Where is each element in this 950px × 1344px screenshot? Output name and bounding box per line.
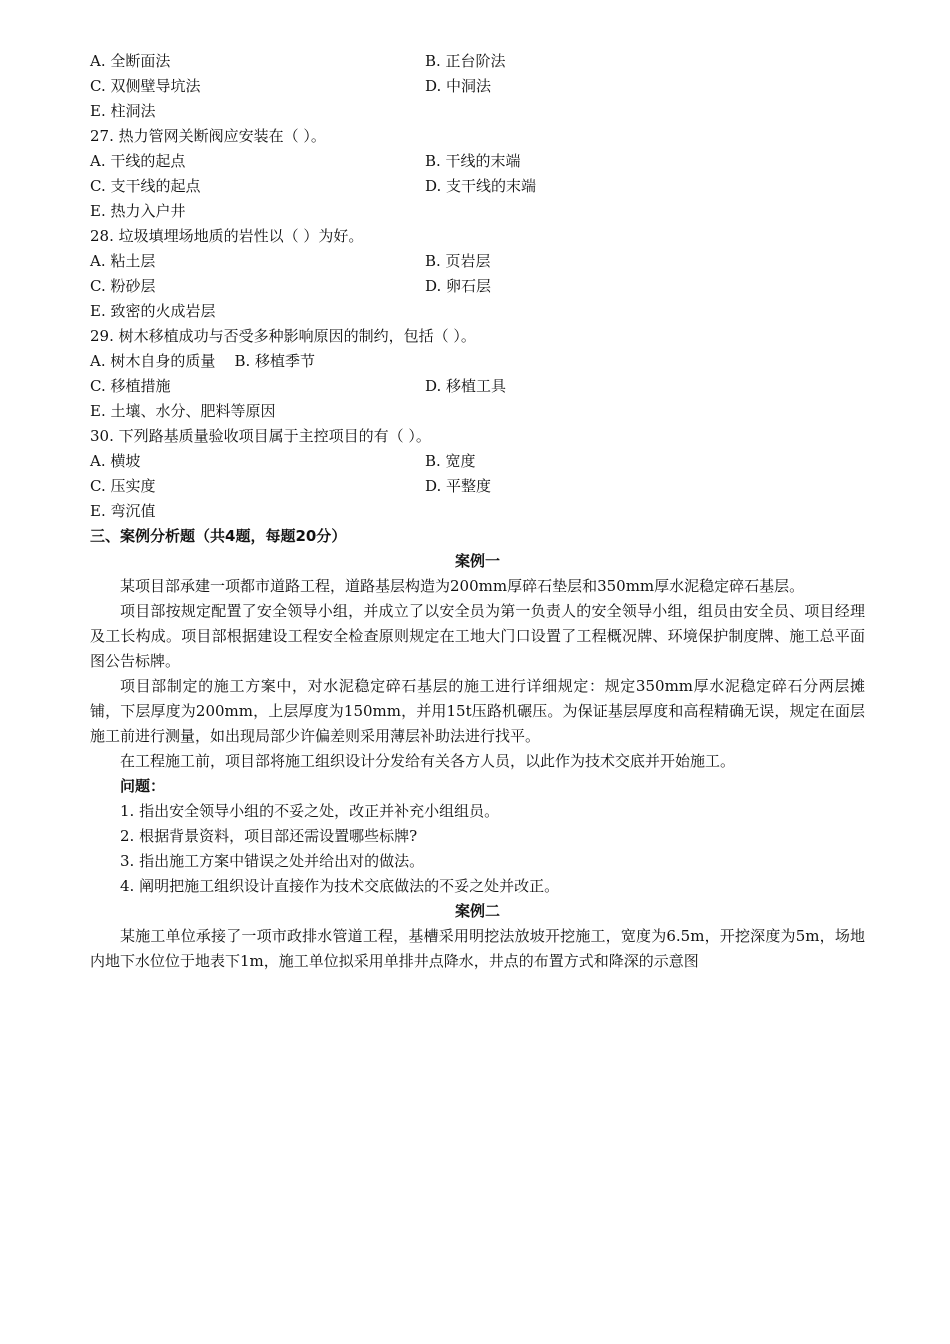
case-2-paragraph: 某施工单位承接了一项市政排水管道工程，基槽采用明挖法放坡开挖施工，宽度为6.5m，开挖深度为5m，场地内地下水位位于地表下1m，施工单位拟采用单排井点降水，井点的布置方式和降深的示意图: [90, 927, 865, 970]
option-row: [90, 174, 865, 199]
option-row: [90, 249, 865, 274]
option-e: E. 柱洞法: [90, 102, 156, 120]
option-row: [90, 149, 865, 174]
option-row: [90, 274, 865, 299]
option-row: [90, 74, 865, 99]
option-a: A. 粘土层: [90, 252, 156, 270]
option-b: B. 宽度: [425, 452, 476, 470]
option-row: [90, 374, 865, 399]
question-29-stem: 29. 树木移植成功与否受多种影响原因的制约，包括（ ）。: [90, 327, 476, 345]
option-d: D. 移植工具: [425, 377, 507, 395]
option-e: E. 弯沉值: [90, 502, 156, 520]
case-1-paragraph: 项目部制定的施工方案中，对水泥稳定碎石基层的施工进行详细规定：规定350mm厚水泥稳定碎石分两层摊铺，下层厚度为200mm，上层厚度为150mm，并用15t压路机碾压。为保证基层厚度和高程精确无误，规定在面层施工前进行测量，如出现局部少许偏差则采用薄层补助法进行找平。: [90, 677, 865, 745]
option-a: A. 全断面法: [90, 52, 171, 70]
option-b: B. 页岩层: [425, 252, 491, 270]
questions-label: 问题：: [120, 777, 166, 795]
questions-block: [90, 49, 865, 974]
option-d: D. 支干线的末端: [425, 177, 537, 195]
section-title: 三、案例分析题（共4题，每题20分）: [90, 527, 347, 545]
question-28-stem: 28. 垃圾填埋场地质的岩性以（ ）为好。: [90, 227, 364, 245]
case-1-question: 4. 阐明把施工组织设计直接作为技术交底做法的不妥之处并改正。: [120, 877, 560, 895]
option-d: D. 平整度: [425, 477, 492, 495]
option-d: D. 中洞法: [425, 77, 492, 95]
option-d: D. 卵石层: [425, 277, 492, 295]
option-a: A. 干线的起点: [90, 152, 186, 170]
case-2-title: 案例二: [454, 902, 500, 920]
case-1-title: 案例一: [454, 552, 500, 570]
question-30-stem: 30. 下列路基质量验收项目属于主控项目的有（ ）。: [90, 427, 431, 445]
question-27-stem: 27. 热力管网关断阀应安装在（ ）。: [90, 127, 326, 145]
option-row: [90, 449, 865, 474]
option-e: E. 热力入户井: [90, 202, 186, 220]
case-1-paragraph: 某项目部承建一项都市道路工程，道路基层构造为200mm厚碎石垫层和350mm厚水泥稳定碎石基层。: [120, 577, 805, 595]
case-1-paragraph: 项目部按规定配置了安全领导小组，并成立了以安全员为第一负责人的安全领导小组，组员由安全员、项目经理及工长构成。项目部根据建设工程安全检查原则规定在工地大门口设置了工程概况牌、环境保护制度牌、施工总平面图公告标牌。: [90, 602, 865, 670]
case-1-paragraph: 在工程施工前，项目部将施工组织设计分发给有关各方人员，以此作为技术交底并开始施工。: [120, 752, 736, 770]
option-c: C. 粉砂层: [90, 277, 156, 295]
option-a: A. 横坡: [90, 452, 141, 470]
option-e: E. 致密的火成岩层: [90, 302, 216, 320]
case-1-question: 3. 指出施工方案中错误之处并给出对的做法。: [120, 852, 425, 870]
case-1-question: 1. 指出安全领导小组的不妥之处，改正并补充小组组员。: [120, 802, 500, 820]
option-row: [90, 49, 865, 74]
option-b: B. 干线的末端: [425, 152, 521, 170]
option-ab: A. 树木自身的质量 B. 移植季节: [90, 352, 316, 370]
option-e: E. 土壤、水分、肥料等原因: [90, 402, 276, 420]
option-c: C. 压实度: [90, 477, 156, 495]
option-c: C. 双侧壁导坑法: [90, 77, 201, 95]
option-b: B. 正台阶法: [425, 52, 506, 70]
option-row: [90, 474, 865, 499]
case-1-question: 2. 根据背景资料，项目部还需设置哪些标牌?: [120, 827, 418, 845]
option-c: C. 支干线的起点: [90, 177, 201, 195]
option-c: C. 移植措施: [90, 377, 171, 395]
